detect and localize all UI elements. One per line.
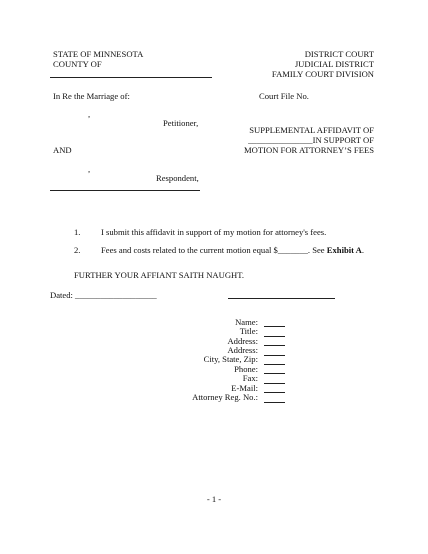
signature-field-label: Address: (227, 335, 258, 346)
signature-field-label: Fax: (242, 373, 258, 384)
file-no-label: Court File No. (259, 91, 309, 101)
signature-field-label: Name: (235, 316, 258, 327)
county-underline (50, 77, 212, 78)
county-label: COUNTY OF (53, 59, 102, 69)
signature-row (150, 393, 285, 402)
item-1-number: 1. (74, 227, 81, 237)
signature-field-label: Attorney Reg. No.: (192, 391, 258, 402)
title-line-3: MOTION FOR ATTORNEY’S FEES (244, 145, 374, 155)
caption-underline (50, 190, 200, 191)
title-line-2: _______________IN SUPPORT OF (248, 135, 374, 145)
further-statement: FURTHER YOUR AFFIANT SAITH NAUGHT. (74, 270, 245, 280)
signature-field-blank[interactable] (264, 376, 285, 384)
signature-field-blank[interactable] (264, 395, 285, 403)
signature-row (150, 318, 285, 327)
item-2-number: 2. (74, 245, 81, 255)
signature-row (150, 365, 285, 374)
court-label: DISTRICT COURT (304, 49, 374, 59)
signature-field-blank[interactable] (264, 319, 285, 327)
dated-label: Dated: ___________________ (50, 290, 157, 300)
district-label: JUDICIAL DISTRICT (294, 59, 374, 69)
signature-field-blank[interactable] (264, 366, 285, 374)
item-2-text: Fees and costs related to the current motion equal $_______. See Exhibit A. (101, 245, 365, 255)
in-re-label: In Re the Marriage of: (53, 91, 130, 101)
signature-field-blank[interactable] (264, 329, 285, 337)
signature-field-blank[interactable] (264, 348, 285, 356)
signature-block (150, 318, 285, 403)
signature-row (150, 337, 285, 346)
signature-field-blank[interactable] (264, 357, 285, 365)
respondent-name-placeholder: , (88, 164, 91, 174)
signature-line (228, 298, 335, 299)
respondent-label: Respondent, (156, 173, 199, 183)
and-label: AND (53, 145, 72, 155)
state-label: STATE OF MINNESOTA (53, 49, 144, 59)
item-1-text: I submit this affidavit in support of my motion for attorney's fees. (101, 227, 327, 237)
title-line-1: SUPPLEMENTAL AFFIDAVIT OF (249, 125, 374, 135)
signature-row (150, 356, 285, 365)
division-label: FAMILY COURT DIVISION (271, 69, 374, 79)
signature-row (150, 327, 285, 336)
signature-field-blank[interactable] (264, 385, 285, 393)
petitioner-label: Petitioner, (163, 118, 199, 128)
signature-field-label: Title: (239, 326, 258, 337)
signature-field-blank[interactable] (264, 338, 285, 346)
signature-row (150, 374, 285, 383)
signature-field-label: Phone: (234, 363, 258, 374)
signature-field-label: Address: (227, 344, 258, 355)
exhibit-a-label: Exhibit A (326, 245, 362, 255)
signature-field-label: E-Mail: (231, 382, 258, 393)
signature-field-label: City, State, Zip: (203, 354, 258, 365)
page-number: - 1 - (206, 494, 222, 504)
petitioner-name-placeholder: , (88, 109, 91, 119)
